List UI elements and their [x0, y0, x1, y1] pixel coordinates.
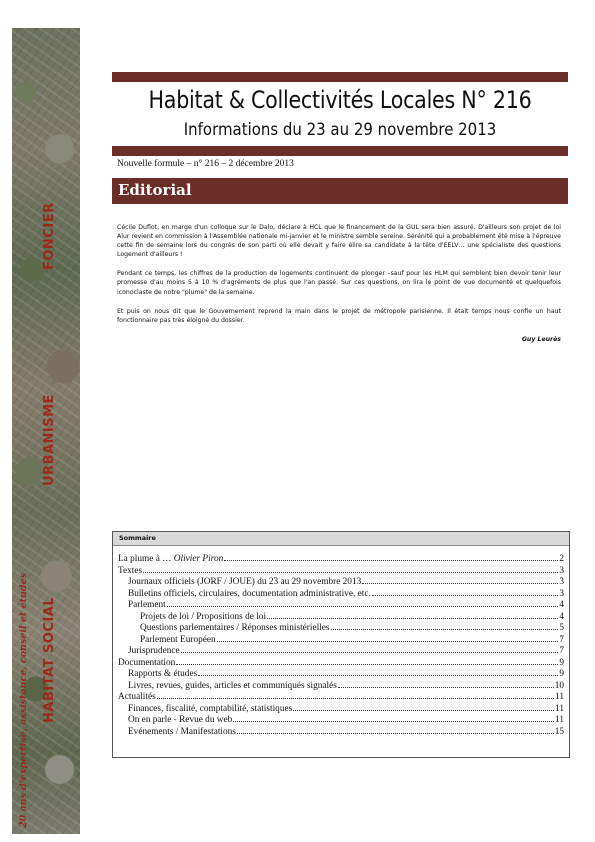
toc-entry-label	[140, 635, 216, 645]
toc-entry-text: On en parle - Revue du web	[128, 715, 233, 725]
toc-page-number: 7	[559, 634, 564, 645]
toc-page-number: 15	[554, 726, 564, 737]
aerial-photo-strip	[12, 28, 80, 834]
toc-entry[interactable]	[118, 704, 564, 716]
header-bottom-rule	[112, 146, 568, 156]
toc-dot-leader	[167, 605, 559, 607]
toc-entry-label	[118, 566, 142, 576]
sommaire-label: Sommaire	[119, 534, 156, 542]
toc-page-number: 11	[555, 692, 564, 702]
toc-entry-label	[118, 658, 175, 668]
toc-entry-text: Questions parlementaires / Réponses ministérielles	[140, 623, 330, 633]
toc-entry[interactable]	[118, 577, 564, 589]
toc-dot-leader	[181, 651, 559, 653]
toc-entry[interactable]	[118, 727, 564, 739]
toc-entry-text: Actualités	[118, 692, 156, 702]
toc-entry-text: Journaux officiels (JORF / JOUE) du 23 au 29 novembre 2013	[128, 577, 362, 587]
editorial-paragraph: Pendant ce temps, les chiffres de la production de logements continuent de plonger –sauf pour les HLM qui semblent bien devoir tenir leur promesse d'au moins 5 à 10 % d'agréments de plus que l'an passé. Sur ces questions, on lira le point de vue documenté et quelquefois iconoclaste de notre "plume" de la semaine.	[117, 270, 561, 296]
toc-entry-text: Projets de loi / Propositions de loi	[140, 611, 267, 622]
toc-entry-label	[128, 704, 292, 714]
toc-entry-text: Rapports & études	[128, 669, 198, 679]
issue-line: Nouvelle formule – n° 216 – 2 décembre 2013	[117, 159, 294, 169]
toc-entry-label	[118, 554, 223, 564]
toc-entry-label	[118, 692, 156, 702]
toc-entry-label	[128, 681, 337, 691]
editorial-signature: Guy Leurès	[521, 335, 561, 343]
toc-entry-text: Documentation	[118, 657, 176, 668]
toc-page-number: 3	[559, 588, 564, 599]
toc-dot-leader	[331, 628, 559, 630]
editorial-heading: Editorial	[118, 181, 192, 199]
toc-entry-text: Parlement	[128, 600, 166, 610]
toc-dot-leader	[198, 674, 558, 676]
toc-entry-text: Livres, revues, guides, articles et communiqués signalés	[128, 680, 337, 691]
toc-page-number: 5	[559, 623, 564, 633]
toc-entry-text: Textes	[118, 565, 143, 576]
header-top-rule	[112, 72, 568, 82]
toc-dot-leader	[224, 559, 558, 561]
toc-entry[interactable]	[118, 635, 564, 647]
toc-entry-label	[128, 646, 180, 656]
toc-entry-label	[140, 623, 330, 633]
toc-entry-text: Bulletins officiels, circulaires, documentation administrative, etc.	[128, 588, 371, 599]
toc-entry-label	[128, 727, 236, 737]
toc-entry[interactable]	[118, 646, 564, 658]
toc-entry[interactable]	[118, 600, 564, 612]
side-tagline: 20 ans d'expertise, assistance, conseil et études	[18, 573, 29, 828]
toc-entry-label	[128, 577, 361, 587]
toc-page-number: 10	[554, 680, 564, 691]
toc-page-number: 2	[559, 554, 564, 564]
toc-entry-label	[140, 612, 266, 622]
toc-page-number: 9	[559, 657, 564, 668]
toc-entry[interactable]	[118, 623, 564, 635]
toc-dot-leader	[143, 571, 558, 573]
toc-dot-leader	[338, 686, 554, 688]
toc-page-number: 11	[555, 715, 564, 725]
toc-entry-label	[128, 715, 232, 725]
toc-entry[interactable]	[118, 681, 564, 693]
toc-dot-leader	[233, 720, 554, 722]
toc-entry[interactable]	[118, 715, 564, 727]
side-word-habitat-social: HABITAT SOCIAL	[42, 596, 57, 723]
sommaire-box	[112, 531, 570, 758]
page-subtitle: Informations du 23 au 29 novembre 2013	[183, 120, 497, 140]
toc-entry[interactable]	[118, 692, 564, 704]
toc-page-number: 3	[559, 577, 564, 587]
editorial-paragraph: Et puis on nous dit que le Gouvernement reprend la main dans le projet de métropole parisienne. Il était temps nous confie un haut fonctionnaire pas très éloigné du dossier.	[117, 307, 561, 324]
toc-dot-leader	[293, 709, 554, 711]
toc-page-number: 4	[559, 600, 564, 610]
editorial-body	[117, 223, 561, 344]
toc-dot-leader	[157, 697, 554, 699]
toc-dot-leader	[362, 582, 558, 584]
toc-entry-label	[128, 589, 371, 599]
toc-entry[interactable]	[118, 554, 564, 566]
toc-dot-leader	[267, 617, 558, 619]
toc-entry[interactable]	[118, 669, 564, 681]
toc-dot-leader	[237, 732, 554, 734]
toc-dot-leader	[372, 594, 559, 596]
toc-entry[interactable]	[118, 612, 564, 624]
sommaire-header	[113, 532, 569, 546]
toc-entry-label	[128, 669, 197, 679]
toc-entry-label	[128, 600, 166, 610]
toc-dot-leader	[217, 640, 559, 642]
side-word-urbanisme: URBANISME	[42, 394, 57, 486]
toc-page-number: 7	[559, 646, 564, 656]
toc-entry-author: Olivier Piron	[173, 554, 224, 564]
toc-entry-text: Evénements / Manifestations	[128, 726, 236, 737]
toc-entry-text: Finances, fiscalité, comptabilité, statistiques	[128, 703, 293, 714]
toc-entry[interactable]	[118, 566, 564, 578]
toc-entry-text: Jurisprudence	[128, 646, 180, 656]
toc-page-number: 4	[559, 611, 564, 622]
toc-entry-text: La plume à …	[118, 554, 174, 564]
toc-dot-leader	[176, 663, 558, 665]
editorial-paragraph: Cécile Duflot, en marge d'un colloque sur le Dalo, déclare à HCL que le financement de la GUL sera bien assuré. D'ailleurs son projet de loi Alur revient en commission à l'Assemblée nationale mi-janvier et le ministre semble sereine. Sérénité qui a probablement été mise à l'épreuve cette fin de semaine lors du congrès de son parti où elle devait y faire élire sa candidate à la tête d'EELV… une spécialiste des questions Logement d'ailleurs !	[117, 224, 561, 259]
toc-page-number: 11	[555, 703, 564, 714]
toc-page-number: 9	[559, 669, 564, 679]
side-word-foncier: FONCIER	[42, 202, 57, 270]
table-of-contents	[118, 554, 564, 738]
toc-entry-text: Parlement Européen	[140, 634, 216, 645]
toc-entry[interactable]	[118, 589, 564, 601]
toc-entry[interactable]	[118, 658, 564, 670]
toc-page-number: 3	[559, 565, 564, 576]
page-title: Habitat & Collectivités Locales N° 216	[148, 86, 532, 114]
